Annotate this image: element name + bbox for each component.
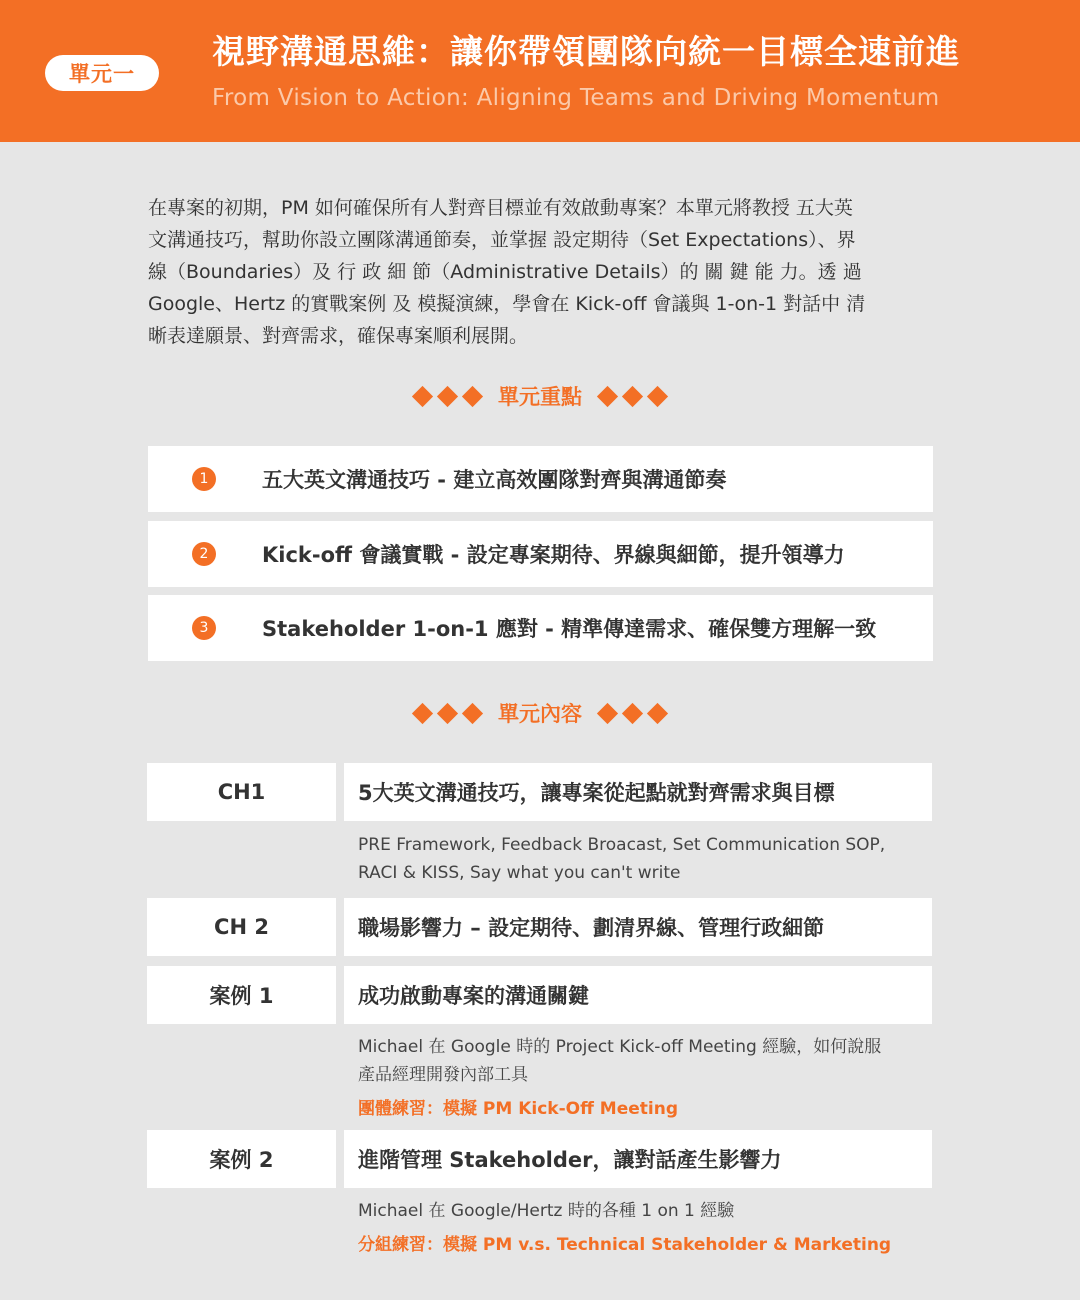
detail-line: Michael 在 Google/Hertz 時的各種 1 on 1 經驗 — [358, 1201, 735, 1221]
number-badge: 3 — [192, 616, 216, 640]
diamond-icon — [647, 702, 668, 723]
chapter-title-text: 職場影響力 – 設定期待、劃清界線、管理行政細節 — [358, 916, 825, 940]
diamond-icon-group — [415, 389, 480, 404]
chapter-title — [344, 898, 932, 956]
page-title: 視野溝通思維：讓你帶領團隊向統一目標全速前進 — [212, 32, 960, 71]
practice-note: 分組練習：模擬 PM v.s. Technical Stakeholder & Marketing — [358, 1235, 892, 1255]
number-badge: 1 — [192, 467, 216, 491]
intro-line: 晰表達願景、對齊需求，確保專案順利展開。 — [148, 325, 529, 347]
number-badge: 2 — [192, 542, 216, 566]
diamond-icon — [647, 385, 668, 406]
detail-line: RACI & KISS, Say what you can't write — [358, 863, 681, 883]
diamond-icon-group — [600, 389, 665, 404]
diamond-icon — [412, 702, 433, 723]
diamond-icon-group — [415, 706, 480, 721]
detail-line: 產品經理開發內部工具 — [358, 1065, 528, 1085]
highlight-text: Kick-off 會議實戰 - 設定專案期待、界線與細節，提升領導力 — [262, 543, 845, 567]
section-label: 單元內容 — [498, 702, 582, 726]
chapter-detail — [358, 1197, 924, 1225]
diamond-icon — [462, 385, 483, 406]
chapter-title — [344, 763, 932, 821]
intro-line: 在專案的初期，PM 如何確保所有人對齊目標並有效啟動專案？本單元將教授 五大英 — [148, 197, 853, 219]
intro-line: Google、Hertz 的實戰案例 及 模擬演練，學會在 Kick-off 會議與 1-on-1 對話中 清 — [148, 293, 866, 315]
unit-badge: 單元一 — [45, 55, 159, 91]
diamond-icon — [437, 702, 458, 723]
diamond-icon — [462, 702, 483, 723]
chapter-label: CH 2 — [147, 898, 336, 956]
section-label: 單元重點 — [498, 385, 582, 409]
highlight-item — [148, 595, 933, 661]
intro-line: 線（Boundaries）及 行 政 細 節（Administrative Details）的 關 鍵 能 力。透 過 — [148, 261, 862, 283]
chapter-title-text: 成功啟動專案的溝通關鍵 — [358, 984, 589, 1008]
highlight-item — [148, 521, 933, 587]
highlight-text: 五大英文溝通技巧 - 建立高效團隊對齊與溝通節奏 — [262, 468, 727, 492]
detail-line: Michael 在 Google 時的 Project Kick-off Meeting 經驗，如何說服 — [358, 1037, 882, 1057]
intro-line: 文溝通技巧，幫助你設立團隊溝通節奏，並掌握 設定期待（Set Expectations）、界 — [148, 229, 856, 251]
diamond-icon — [412, 385, 433, 406]
chapter-detail — [358, 1033, 924, 1089]
detail-line: PRE Framework, Feedback Broacast, Set Communication SOP, — [358, 835, 886, 855]
chapter-label: 案例 1 — [147, 966, 336, 1024]
intro-paragraph — [148, 192, 932, 352]
chapter-title — [344, 1130, 932, 1188]
practice-note: 團體練習：模擬 PM Kick-Off Meeting — [358, 1099, 678, 1119]
section-title-content — [0, 698, 1080, 728]
chapter-title-text: 5大英文溝通技巧，讓專案從起點就對齊需求與目標 — [358, 781, 835, 805]
diamond-icon-group — [600, 706, 665, 721]
diamond-icon — [597, 385, 618, 406]
chapter-label: CH1 — [147, 763, 336, 821]
diamond-icon — [597, 702, 618, 723]
diamond-icon — [622, 385, 643, 406]
chapter-label: 案例 2 — [147, 1130, 336, 1188]
diamond-icon — [622, 702, 643, 723]
header-banner — [0, 0, 1080, 142]
diamond-icon — [437, 385, 458, 406]
page-subtitle: From Vision to Action: Aligning Teams and Driving Momentum — [212, 85, 940, 111]
chapter-title-text: 進階管理 Stakeholder，讓對話產生影響力 — [358, 1148, 782, 1172]
highlight-text: Stakeholder 1-on-1 應對 - 精準傳達需求、確保雙方理解一致 — [262, 617, 877, 641]
chapter-title — [344, 966, 932, 1024]
chapter-detail — [358, 831, 924, 887]
section-title-highlights — [0, 381, 1080, 411]
highlight-item — [148, 446, 933, 512]
